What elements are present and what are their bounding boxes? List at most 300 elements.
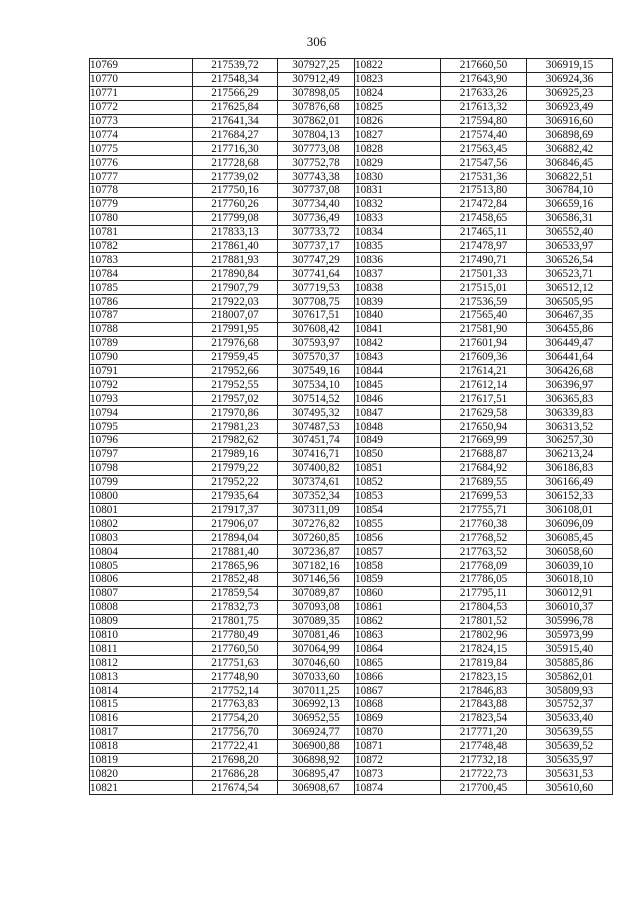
point-id-cell: 10822 bbox=[355, 59, 441, 73]
x-coordinate-cell: 217917,37 bbox=[193, 503, 278, 517]
y-coordinate-cell: 306455,86 bbox=[527, 322, 613, 336]
table-row bbox=[90, 531, 613, 545]
table-row bbox=[90, 684, 613, 698]
point-id-cell: 10779 bbox=[90, 197, 193, 211]
point-id-cell: 10821 bbox=[90, 781, 193, 795]
y-coordinate-cell: 306010,37 bbox=[527, 600, 613, 614]
table-row bbox=[90, 656, 613, 670]
x-coordinate-cell: 217539,72 bbox=[193, 59, 278, 73]
y-coordinate-cell: 306992,13 bbox=[278, 697, 355, 711]
point-id-cell: 10847 bbox=[355, 406, 441, 420]
x-coordinate-cell: 217625,84 bbox=[193, 100, 278, 114]
y-coordinate-cell: 306882,42 bbox=[527, 142, 613, 156]
point-id-cell: 10813 bbox=[90, 670, 193, 684]
point-id-cell: 10856 bbox=[355, 531, 441, 545]
x-coordinate-cell: 217728,68 bbox=[193, 156, 278, 170]
y-coordinate-cell: 307093,08 bbox=[278, 600, 355, 614]
table-row bbox=[90, 781, 613, 795]
y-coordinate-cell: 306526,54 bbox=[527, 253, 613, 267]
x-coordinate-cell: 217536,59 bbox=[441, 295, 527, 309]
table-row bbox=[90, 128, 613, 142]
point-id-cell: 10842 bbox=[355, 336, 441, 350]
x-coordinate-cell: 217907,79 bbox=[193, 281, 278, 295]
table-row bbox=[90, 739, 613, 753]
y-coordinate-cell: 307064,99 bbox=[278, 642, 355, 656]
point-id-cell: 10834 bbox=[355, 225, 441, 239]
point-id-cell: 10833 bbox=[355, 211, 441, 225]
x-coordinate-cell: 217832,73 bbox=[193, 600, 278, 614]
point-id-cell: 10865 bbox=[355, 656, 441, 670]
x-coordinate-cell: 217465,11 bbox=[441, 225, 527, 239]
table-row bbox=[90, 142, 613, 156]
y-coordinate-cell: 306396,97 bbox=[527, 378, 613, 392]
x-coordinate-cell: 217799,08 bbox=[193, 211, 278, 225]
table-row bbox=[90, 475, 613, 489]
point-id-cell: 10815 bbox=[90, 697, 193, 711]
table-row bbox=[90, 350, 613, 364]
point-id-cell: 10771 bbox=[90, 86, 193, 100]
x-coordinate-cell: 217756,70 bbox=[193, 725, 278, 739]
point-id-cell: 10784 bbox=[90, 267, 193, 281]
table-row bbox=[90, 336, 613, 350]
y-coordinate-cell: 306449,47 bbox=[527, 336, 613, 350]
table-body bbox=[90, 59, 613, 795]
y-coordinate-cell: 306505,95 bbox=[527, 295, 613, 309]
x-coordinate-cell: 217748,48 bbox=[441, 739, 527, 753]
y-coordinate-cell: 306012,91 bbox=[527, 586, 613, 600]
y-coordinate-cell: 307747,29 bbox=[278, 253, 355, 267]
x-coordinate-cell: 217755,71 bbox=[441, 503, 527, 517]
y-coordinate-cell: 305610,60 bbox=[527, 781, 613, 795]
y-coordinate-cell: 306365,83 bbox=[527, 392, 613, 406]
point-id-cell: 10776 bbox=[90, 156, 193, 170]
y-coordinate-cell: 306924,77 bbox=[278, 725, 355, 739]
point-id-cell: 10769 bbox=[90, 59, 193, 73]
y-coordinate-cell: 307046,60 bbox=[278, 656, 355, 670]
x-coordinate-cell: 217688,87 bbox=[441, 447, 527, 461]
point-id-cell: 10791 bbox=[90, 364, 193, 378]
x-coordinate-cell: 217760,50 bbox=[193, 642, 278, 656]
point-id-cell: 10853 bbox=[355, 489, 441, 503]
x-coordinate-cell: 217768,09 bbox=[441, 559, 527, 573]
point-id-cell: 10839 bbox=[355, 295, 441, 309]
table-row bbox=[90, 503, 613, 517]
table-row bbox=[90, 295, 613, 309]
x-coordinate-cell: 217581,90 bbox=[441, 322, 527, 336]
x-coordinate-cell: 217823,15 bbox=[441, 670, 527, 684]
page-number: 306 bbox=[306, 34, 327, 49]
table-row bbox=[90, 489, 613, 503]
point-id-cell: 10801 bbox=[90, 503, 193, 517]
y-coordinate-cell: 305631,53 bbox=[527, 767, 613, 781]
x-coordinate-cell: 217458,65 bbox=[441, 211, 527, 225]
point-id-cell: 10788 bbox=[90, 322, 193, 336]
point-id-cell: 10861 bbox=[355, 600, 441, 614]
table-row bbox=[90, 447, 613, 461]
y-coordinate-cell: 306441,64 bbox=[527, 350, 613, 364]
point-id-cell: 10827 bbox=[355, 128, 441, 142]
y-coordinate-cell: 307400,82 bbox=[278, 461, 355, 475]
x-coordinate-cell: 217824,15 bbox=[441, 642, 527, 656]
point-id-cell: 10826 bbox=[355, 114, 441, 128]
x-coordinate-cell: 217563,45 bbox=[441, 142, 527, 156]
y-coordinate-cell: 306166,49 bbox=[527, 475, 613, 489]
table-row bbox=[90, 600, 613, 614]
point-id-cell: 10816 bbox=[90, 711, 193, 725]
point-id-cell: 10871 bbox=[355, 739, 441, 753]
x-coordinate-cell: 217801,75 bbox=[193, 614, 278, 628]
table-row bbox=[90, 753, 613, 767]
y-coordinate-cell: 307374,61 bbox=[278, 475, 355, 489]
x-coordinate-cell: 217669,99 bbox=[441, 434, 527, 448]
x-coordinate-cell: 217970,86 bbox=[193, 406, 278, 420]
table-row bbox=[90, 267, 613, 281]
y-coordinate-cell: 306952,55 bbox=[278, 711, 355, 725]
x-coordinate-cell: 217750,16 bbox=[193, 184, 278, 198]
x-coordinate-cell: 217566,29 bbox=[193, 86, 278, 100]
table-row bbox=[90, 642, 613, 656]
point-id-cell: 10778 bbox=[90, 184, 193, 198]
point-id-cell: 10795 bbox=[90, 420, 193, 434]
x-coordinate-cell: 218007,07 bbox=[193, 309, 278, 323]
x-coordinate-cell: 217732,18 bbox=[441, 753, 527, 767]
x-coordinate-cell: 217894,04 bbox=[193, 531, 278, 545]
x-coordinate-cell: 217881,40 bbox=[193, 545, 278, 559]
y-coordinate-cell: 306552,40 bbox=[527, 225, 613, 239]
y-coordinate-cell: 306512,12 bbox=[527, 281, 613, 295]
y-coordinate-cell: 306152,33 bbox=[527, 489, 613, 503]
x-coordinate-cell: 217976,68 bbox=[193, 336, 278, 350]
table-row bbox=[90, 517, 613, 531]
x-coordinate-cell: 217852,48 bbox=[193, 572, 278, 586]
y-coordinate-cell: 307451,74 bbox=[278, 434, 355, 448]
point-id-cell: 10811 bbox=[90, 642, 193, 656]
table-row bbox=[90, 406, 613, 420]
point-id-cell: 10807 bbox=[90, 586, 193, 600]
x-coordinate-cell: 217846,83 bbox=[441, 684, 527, 698]
y-coordinate-cell: 306085,45 bbox=[527, 531, 613, 545]
x-coordinate-cell: 217771,20 bbox=[441, 725, 527, 739]
table-row bbox=[90, 225, 613, 239]
x-coordinate-cell: 217823,54 bbox=[441, 711, 527, 725]
point-id-cell: 10772 bbox=[90, 100, 193, 114]
table-row bbox=[90, 211, 613, 225]
point-id-cell: 10825 bbox=[355, 100, 441, 114]
x-coordinate-cell: 217472,84 bbox=[441, 197, 527, 211]
x-coordinate-cell: 217643,90 bbox=[441, 72, 527, 86]
point-id-cell: 10800 bbox=[90, 489, 193, 503]
x-coordinate-cell: 217716,30 bbox=[193, 142, 278, 156]
x-coordinate-cell: 217952,66 bbox=[193, 364, 278, 378]
point-id-cell: 10852 bbox=[355, 475, 441, 489]
point-id-cell: 10867 bbox=[355, 684, 441, 698]
point-id-cell: 10855 bbox=[355, 517, 441, 531]
y-coordinate-cell: 306186,83 bbox=[527, 461, 613, 475]
point-id-cell: 10793 bbox=[90, 392, 193, 406]
y-coordinate-cell: 306659,16 bbox=[527, 197, 613, 211]
x-coordinate-cell: 217981,23 bbox=[193, 420, 278, 434]
x-coordinate-cell: 217760,38 bbox=[441, 517, 527, 531]
table-row bbox=[90, 170, 613, 184]
point-id-cell: 10846 bbox=[355, 392, 441, 406]
point-id-cell: 10858 bbox=[355, 559, 441, 573]
x-coordinate-cell: 217979,22 bbox=[193, 461, 278, 475]
table-row bbox=[90, 670, 613, 684]
point-id-cell: 10780 bbox=[90, 211, 193, 225]
point-id-cell: 10866 bbox=[355, 670, 441, 684]
table-row bbox=[90, 586, 613, 600]
y-coordinate-cell: 307736,49 bbox=[278, 211, 355, 225]
point-id-cell: 10796 bbox=[90, 434, 193, 448]
x-coordinate-cell: 217515,01 bbox=[441, 281, 527, 295]
x-coordinate-cell: 217952,55 bbox=[193, 378, 278, 392]
y-coordinate-cell: 305996,78 bbox=[527, 614, 613, 628]
point-id-cell: 10802 bbox=[90, 517, 193, 531]
x-coordinate-cell: 217952,22 bbox=[193, 475, 278, 489]
y-coordinate-cell: 307804,13 bbox=[278, 128, 355, 142]
y-coordinate-cell: 306919,15 bbox=[527, 59, 613, 73]
x-coordinate-cell: 217752,14 bbox=[193, 684, 278, 698]
table-row bbox=[90, 100, 613, 114]
y-coordinate-cell: 307495,32 bbox=[278, 406, 355, 420]
x-coordinate-cell: 217722,41 bbox=[193, 739, 278, 753]
y-coordinate-cell: 307773,08 bbox=[278, 142, 355, 156]
x-coordinate-cell: 217959,45 bbox=[193, 350, 278, 364]
point-id-cell: 10817 bbox=[90, 725, 193, 739]
table-row bbox=[90, 197, 613, 211]
table-row bbox=[90, 378, 613, 392]
point-id-cell: 10837 bbox=[355, 267, 441, 281]
y-coordinate-cell: 307276,82 bbox=[278, 517, 355, 531]
y-coordinate-cell: 305973,99 bbox=[527, 628, 613, 642]
y-coordinate-cell: 306039,10 bbox=[527, 559, 613, 573]
y-coordinate-cell: 307752,78 bbox=[278, 156, 355, 170]
x-coordinate-cell: 217935,64 bbox=[193, 489, 278, 503]
point-id-cell: 10845 bbox=[355, 378, 441, 392]
x-coordinate-cell: 217629,58 bbox=[441, 406, 527, 420]
x-coordinate-cell: 217991,95 bbox=[193, 322, 278, 336]
table-row bbox=[90, 572, 613, 586]
y-coordinate-cell: 306900,88 bbox=[278, 739, 355, 753]
y-coordinate-cell: 306096,09 bbox=[527, 517, 613, 531]
point-id-cell: 10783 bbox=[90, 253, 193, 267]
coordinates-table bbox=[89, 58, 613, 795]
point-id-cell: 10798 bbox=[90, 461, 193, 475]
x-coordinate-cell: 217601,94 bbox=[441, 336, 527, 350]
x-coordinate-cell: 217739,02 bbox=[193, 170, 278, 184]
x-coordinate-cell: 217881,93 bbox=[193, 253, 278, 267]
y-coordinate-cell: 306339,83 bbox=[527, 406, 613, 420]
y-coordinate-cell: 306822,51 bbox=[527, 170, 613, 184]
y-coordinate-cell: 306895,47 bbox=[278, 767, 355, 781]
y-coordinate-cell: 305639,52 bbox=[527, 739, 613, 753]
point-id-cell: 10860 bbox=[355, 586, 441, 600]
y-coordinate-cell: 306586,31 bbox=[527, 211, 613, 225]
y-coordinate-cell: 306523,71 bbox=[527, 267, 613, 281]
point-id-cell: 10810 bbox=[90, 628, 193, 642]
y-coordinate-cell: 306846,45 bbox=[527, 156, 613, 170]
y-coordinate-cell: 305809,93 bbox=[527, 684, 613, 698]
x-coordinate-cell: 217531,36 bbox=[441, 170, 527, 184]
x-coordinate-cell: 217613,32 bbox=[441, 100, 527, 114]
y-coordinate-cell: 307737,17 bbox=[278, 239, 355, 253]
table-row bbox=[90, 559, 613, 573]
x-coordinate-cell: 217478,97 bbox=[441, 239, 527, 253]
point-id-cell: 10820 bbox=[90, 767, 193, 781]
x-coordinate-cell: 217751,63 bbox=[193, 656, 278, 670]
x-coordinate-cell: 217722,73 bbox=[441, 767, 527, 781]
y-coordinate-cell: 306426,68 bbox=[527, 364, 613, 378]
point-id-cell: 10843 bbox=[355, 350, 441, 364]
y-coordinate-cell: 306058,60 bbox=[527, 545, 613, 559]
y-coordinate-cell: 307593,97 bbox=[278, 336, 355, 350]
x-coordinate-cell: 217501,33 bbox=[441, 267, 527, 281]
table-row bbox=[90, 364, 613, 378]
table-row bbox=[90, 156, 613, 170]
y-coordinate-cell: 307733,72 bbox=[278, 225, 355, 239]
y-coordinate-cell: 306533,97 bbox=[527, 239, 613, 253]
x-coordinate-cell: 217768,52 bbox=[441, 531, 527, 545]
y-coordinate-cell: 306916,60 bbox=[527, 114, 613, 128]
y-coordinate-cell: 307146,56 bbox=[278, 572, 355, 586]
point-id-cell: 10794 bbox=[90, 406, 193, 420]
x-coordinate-cell: 217804,53 bbox=[441, 600, 527, 614]
y-coordinate-cell: 307898,05 bbox=[278, 86, 355, 100]
x-coordinate-cell: 217698,20 bbox=[193, 753, 278, 767]
y-coordinate-cell: 306108,01 bbox=[527, 503, 613, 517]
point-id-cell: 10775 bbox=[90, 142, 193, 156]
point-id-cell: 10835 bbox=[355, 239, 441, 253]
point-id-cell: 10857 bbox=[355, 545, 441, 559]
x-coordinate-cell: 217574,40 bbox=[441, 128, 527, 142]
y-coordinate-cell: 306898,69 bbox=[527, 128, 613, 142]
point-id-cell: 10864 bbox=[355, 642, 441, 656]
y-coordinate-cell: 306467,35 bbox=[527, 309, 613, 323]
y-coordinate-cell: 307708,75 bbox=[278, 295, 355, 309]
point-id-cell: 10818 bbox=[90, 739, 193, 753]
y-coordinate-cell: 307311,09 bbox=[278, 503, 355, 517]
table-row bbox=[90, 545, 613, 559]
y-coordinate-cell: 306908,67 bbox=[278, 781, 355, 795]
point-id-cell: 10859 bbox=[355, 572, 441, 586]
point-id-cell: 10777 bbox=[90, 170, 193, 184]
point-id-cell: 10836 bbox=[355, 253, 441, 267]
y-coordinate-cell: 307081,46 bbox=[278, 628, 355, 642]
y-coordinate-cell: 307487,53 bbox=[278, 420, 355, 434]
x-coordinate-cell: 217833,13 bbox=[193, 225, 278, 239]
y-coordinate-cell: 307089,35 bbox=[278, 614, 355, 628]
y-coordinate-cell: 306213,24 bbox=[527, 447, 613, 461]
y-coordinate-cell: 305752,37 bbox=[527, 697, 613, 711]
y-coordinate-cell: 307617,51 bbox=[278, 309, 355, 323]
x-coordinate-cell: 217763,52 bbox=[441, 545, 527, 559]
point-id-cell: 10770 bbox=[90, 72, 193, 86]
point-id-cell: 10805 bbox=[90, 559, 193, 573]
x-coordinate-cell: 217859,54 bbox=[193, 586, 278, 600]
point-id-cell: 10851 bbox=[355, 461, 441, 475]
y-coordinate-cell: 307182,16 bbox=[278, 559, 355, 573]
point-id-cell: 10781 bbox=[90, 225, 193, 239]
y-coordinate-cell: 306924,36 bbox=[527, 72, 613, 86]
x-coordinate-cell: 217609,36 bbox=[441, 350, 527, 364]
point-id-cell: 10786 bbox=[90, 295, 193, 309]
table-row bbox=[90, 72, 613, 86]
x-coordinate-cell: 217650,94 bbox=[441, 420, 527, 434]
x-coordinate-cell: 217763,83 bbox=[193, 697, 278, 711]
y-coordinate-cell: 306925,23 bbox=[527, 86, 613, 100]
x-coordinate-cell: 217760,26 bbox=[193, 197, 278, 211]
x-coordinate-cell: 217780,49 bbox=[193, 628, 278, 642]
point-id-cell: 10804 bbox=[90, 545, 193, 559]
y-coordinate-cell: 307741,64 bbox=[278, 267, 355, 281]
table-row bbox=[90, 420, 613, 434]
y-coordinate-cell: 307089,87 bbox=[278, 586, 355, 600]
x-coordinate-cell: 217957,02 bbox=[193, 392, 278, 406]
point-id-cell: 10789 bbox=[90, 336, 193, 350]
x-coordinate-cell: 217686,28 bbox=[193, 767, 278, 781]
point-id-cell: 10829 bbox=[355, 156, 441, 170]
x-coordinate-cell: 217594,80 bbox=[441, 114, 527, 128]
point-id-cell: 10823 bbox=[355, 72, 441, 86]
point-id-cell: 10848 bbox=[355, 420, 441, 434]
point-id-cell: 10862 bbox=[355, 614, 441, 628]
point-id-cell: 10806 bbox=[90, 572, 193, 586]
point-id-cell: 10792 bbox=[90, 378, 193, 392]
point-id-cell: 10873 bbox=[355, 767, 441, 781]
table-row bbox=[90, 434, 613, 448]
point-id-cell: 10828 bbox=[355, 142, 441, 156]
point-id-cell: 10809 bbox=[90, 614, 193, 628]
x-coordinate-cell: 217614,21 bbox=[441, 364, 527, 378]
x-coordinate-cell: 217490,71 bbox=[441, 253, 527, 267]
y-coordinate-cell: 307719,53 bbox=[278, 281, 355, 295]
x-coordinate-cell: 217689,55 bbox=[441, 475, 527, 489]
table-row bbox=[90, 697, 613, 711]
y-coordinate-cell: 307608,42 bbox=[278, 322, 355, 336]
point-id-cell: 10819 bbox=[90, 753, 193, 767]
table-row bbox=[90, 59, 613, 73]
y-coordinate-cell: 307927,25 bbox=[278, 59, 355, 73]
y-coordinate-cell: 305635,97 bbox=[527, 753, 613, 767]
x-coordinate-cell: 217843,88 bbox=[441, 697, 527, 711]
y-coordinate-cell: 307416,71 bbox=[278, 447, 355, 461]
y-coordinate-cell: 306784,10 bbox=[527, 184, 613, 198]
y-coordinate-cell: 307033,60 bbox=[278, 670, 355, 684]
point-id-cell: 10824 bbox=[355, 86, 441, 100]
table-row bbox=[90, 281, 613, 295]
point-id-cell: 10790 bbox=[90, 350, 193, 364]
point-id-cell: 10773 bbox=[90, 114, 193, 128]
x-coordinate-cell: 217922,03 bbox=[193, 295, 278, 309]
y-coordinate-cell: 307352,34 bbox=[278, 489, 355, 503]
table-row bbox=[90, 253, 613, 267]
y-coordinate-cell: 306313,52 bbox=[527, 420, 613, 434]
y-coordinate-cell: 306898,92 bbox=[278, 753, 355, 767]
x-coordinate-cell: 217802,96 bbox=[441, 628, 527, 642]
point-id-cell: 10874 bbox=[355, 781, 441, 795]
x-coordinate-cell: 217906,07 bbox=[193, 517, 278, 531]
point-id-cell: 10872 bbox=[355, 753, 441, 767]
x-coordinate-cell: 217641,34 bbox=[193, 114, 278, 128]
x-coordinate-cell: 217684,92 bbox=[441, 461, 527, 475]
x-coordinate-cell: 217989,16 bbox=[193, 447, 278, 461]
point-id-cell: 10808 bbox=[90, 600, 193, 614]
x-coordinate-cell: 217890,84 bbox=[193, 267, 278, 281]
point-id-cell: 10832 bbox=[355, 197, 441, 211]
table-row bbox=[90, 239, 613, 253]
point-id-cell: 10831 bbox=[355, 184, 441, 198]
x-coordinate-cell: 217548,34 bbox=[193, 72, 278, 86]
